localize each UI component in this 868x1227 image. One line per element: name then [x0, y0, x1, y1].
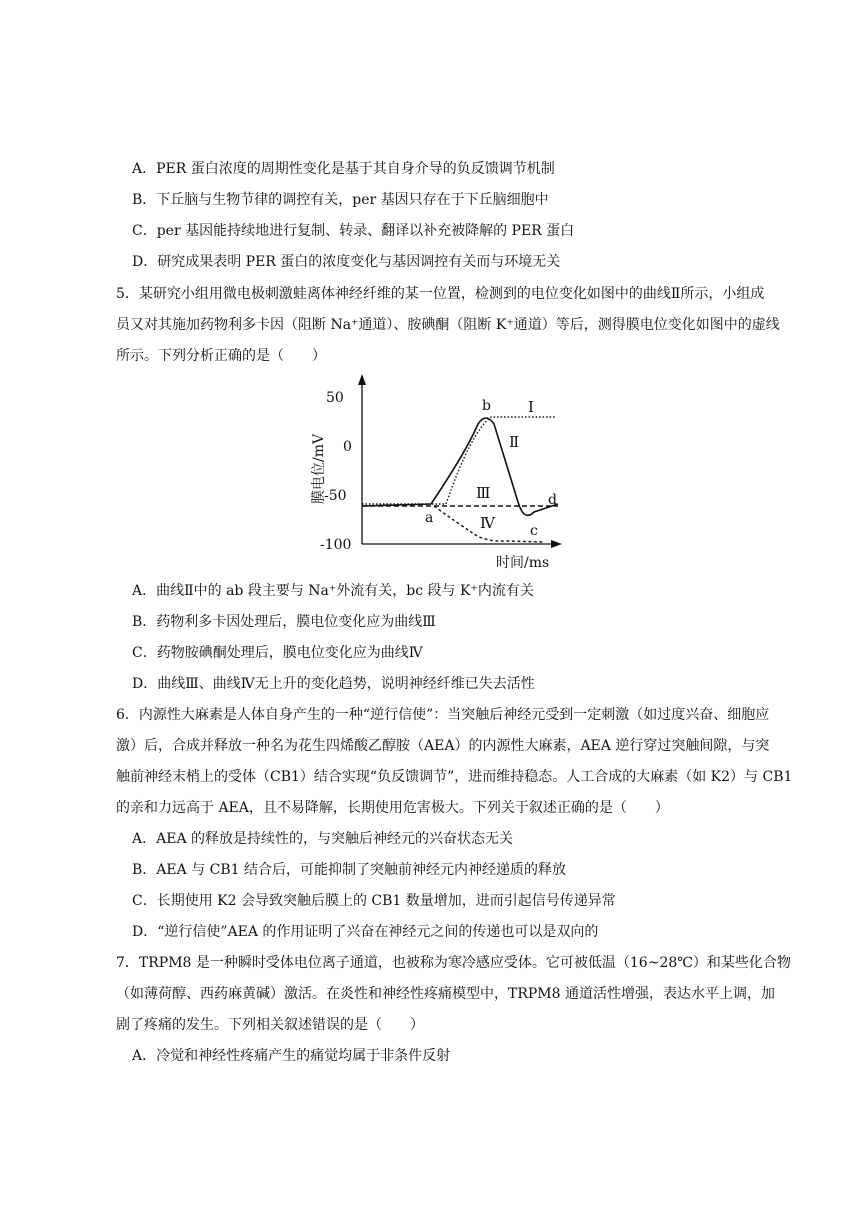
membrane-potential-graph: [296, 372, 564, 572]
point-label-a: a: [425, 510, 434, 526]
y-tick-label: -50: [324, 488, 347, 504]
curve-label-2: Ⅱ: [509, 433, 520, 451]
point-label-b: b: [482, 398, 491, 414]
curve-label-3: Ⅲ: [476, 484, 491, 502]
q5-stem-line-2: 员又对其施加药物利多卡因（阻断 Na⁺通道）、胺碘酮（阻断 K⁺通道）等后，测得膜电位变化如图中的虚线: [116, 317, 780, 333]
q5-stem-line-1: 5．某研究小组用微电极刺激蛙离体神经纤维的某一位置，检测到的电位变化如图中的曲线Ⅱ所示，小组成: [116, 286, 765, 302]
point-label-d: d: [548, 492, 557, 508]
q4-option-d: D．研究成果表明 PER 蛋白的浓度变化与基因调控有关而与环境无关: [132, 254, 561, 270]
q4-option-a: A．PER 蛋白浓度的周期性变化是基于其自身介导的负反馈调节机制: [132, 161, 555, 177]
q6-stem-line-2: 激）后，合成并释放一种名为花生四烯酸乙醇胺（AEA）的内源性大麻素，AEA 逆行穿过突触间隙，与突: [116, 738, 770, 754]
y-axis-title: 膜电位/mV: [311, 433, 327, 504]
q5-option-a: A．曲线Ⅱ中的 ab 段主要与 Na⁺外流有关，bc 段与 K⁺内流有关: [132, 583, 534, 599]
q6-option-c: C．长期使用 K2 会导致突触后膜上的 CB1 数量增加，进而引起信号传递异常: [132, 893, 616, 909]
q6-stem-line-4: 的亲和力远高于 AEA，且不易降解，长期使用危害极大。下列关于叙述正确的是（ ）: [116, 800, 669, 816]
q6-option-a: A．AEA 的释放是持续性的，与突触后神经元的兴奋状态无关: [132, 831, 513, 847]
x-axis-arrow: [551, 540, 562, 548]
q7-stem-line-2: （如薄荷醇、西药麻黄碱）激活。在炎性和神经性疼痛模型中，TRPM8 通道活性增强，表达水平上调，加: [116, 986, 775, 1002]
q7-option-a: A．冷觉和神经性疼痛产生的痛觉均属于非条件反射: [132, 1048, 451, 1064]
curve-label-4: Ⅳ: [480, 514, 495, 532]
q5-stem-line-3: 所示。下列分析正确的是（ ）: [116, 348, 326, 364]
q5-option-d: D．曲线Ⅲ、曲线Ⅳ无上升的变化趋势，说明神经纤维已失去活性: [132, 676, 535, 692]
y-tick-label: -100: [320, 537, 352, 553]
q6-option-b: B．AEA 与 CB1 结合后，可能抑制了突触前神经元内神经递质的释放: [132, 862, 566, 878]
q7-stem-line-1: 7．TRPM8 是一种瞬时受体电位离子通道，也被称为寒冷感应受体。它可被低温（16~28℃）和某些化合物: [116, 955, 791, 971]
curve-label-1: Ⅰ: [528, 398, 534, 416]
q4-option-c: C．per 基因能持续地进行复制、转录、翻译以补充被降解的 PER 蛋白: [132, 223, 575, 239]
q4-option-b: B．下丘脑与生物节律的调控有关，per 基因只存在于下丘脑细胞中: [132, 192, 549, 208]
q6-stem-line-3: 触前神经末梢上的受体（CB1）结合实现“负反馈调节”，进而维持稳态。人工合成的大麻素（如 K2）与 CB1: [116, 769, 793, 785]
q5-option-b: B．药物利多卡因处理后，膜电位变化应为曲线Ⅲ: [132, 614, 436, 630]
q7-stem-line-3: 剧了疼痛的发生。下列相关叙述错误的是（ ）: [116, 1017, 424, 1033]
q5-option-c: C．药物胺碘酮处理后，膜电位变化应为曲线Ⅳ: [132, 645, 423, 661]
y-axis-arrow: [358, 374, 366, 385]
y-tick-label: 0: [343, 439, 352, 455]
point-label-c: c: [530, 523, 538, 539]
q6-stem-line-1: 6．内源性大麻素是人体自身产生的一种“逆行信使”：当突触后神经元受到一定刺激（如过度兴奋、细胞应: [116, 707, 770, 723]
x-axis-title: 时间/ms: [496, 555, 550, 571]
y-tick-label: 50: [326, 390, 344, 406]
q6-option-d: D．“逆行信使”AEA 的作用证明了兴奋在神经元之间的传递也可以是双向的: [132, 924, 599, 940]
